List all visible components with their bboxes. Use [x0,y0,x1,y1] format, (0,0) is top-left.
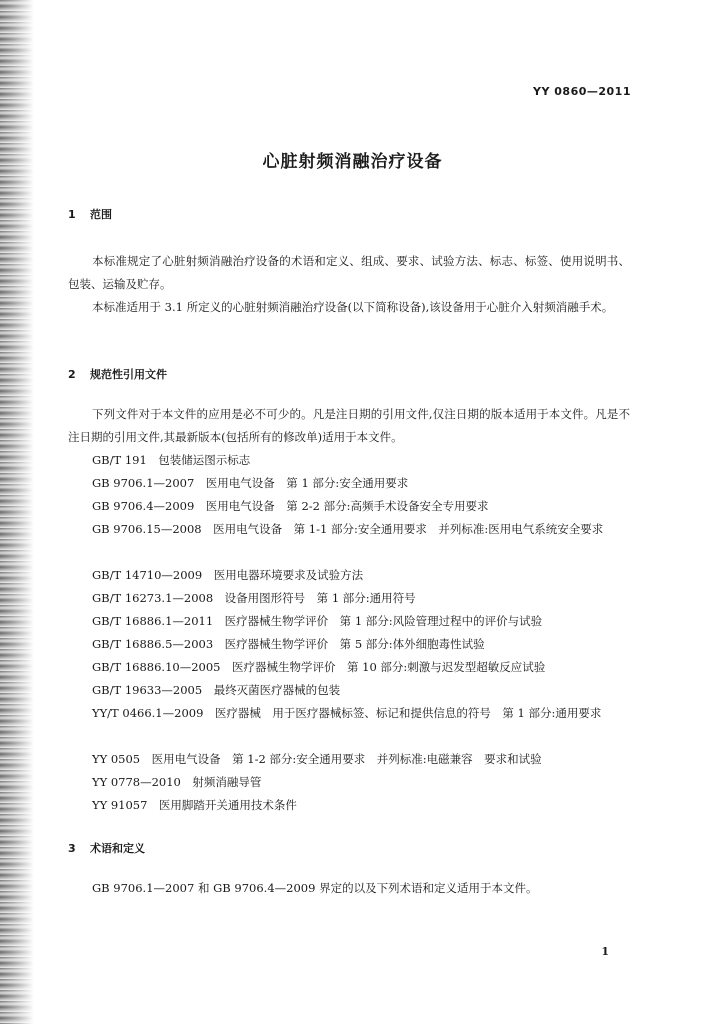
reference-item: GB/T 16273.1—2008 设备用图形符号 第 1 部分:通用符号 [92,591,416,605]
reference-item: GB/T 16886.1—2011 医疗器械生物学评价 第 1 部分:风险管理过程中的评价与试验 [92,614,543,628]
standard-code: YY 0860—2011 [533,85,631,98]
reference-item: GB/T 16886.10—2005 医疗器械生物学评价 第 10 部分:刺激与迟发型超敏反应试验 [92,660,546,674]
references-intro: 下列文件对于本文件的应用是必不可少的。凡是注日期的引用文件,仅注日期的版本适用于本文件。凡是不注日期的引用文件,其最新版本(包括所有的修改单)适用于本文件。 [68,407,630,444]
section-2-heading [68,366,167,382]
reference-item: GB/T 191 包装储运图示标志 [92,453,251,467]
document-title: 心脏射频消融治疗设备 [262,152,443,172]
page-number: 1 [601,945,609,958]
section-title: 范围 [90,208,112,221]
reference-item: GB/T 14710—2009 医用电器环境要求及试验方法 [92,568,364,582]
reference-item: YY 91057 医用脚踏开关通用技术条件 [92,798,297,812]
reference-item: GB 9706.4—2009 医用电气设备 第 2-2 部分:高频手术设备安全专用要求 [92,499,489,513]
scope-paragraph: 本标准适用于 3.1 所定义的心脏射频消融治疗设备(以下简称设备),该设备用于心脏介入射频消融手术。 [92,300,614,314]
section-3-heading [68,840,145,856]
section-number: 1 [68,208,76,221]
reference-item: YY 0778—2010 射频消融导管 [92,775,262,789]
reference-item: YY 0505 医用电气设备 第 1-2 部分:安全通用要求 并列标准:电磁兼容 要求和试验 [92,752,542,766]
section-number: 3 [68,842,76,855]
reference-item: GB/T 16886.5—2003 医疗器械生物学评价 第 5 部分:体外细胞毒性试验 [92,637,485,651]
reference-item: GB 9706.1—2007 医用电气设备 第 1 部分:安全通用要求 [92,476,409,490]
section-title: 术语和定义 [90,842,145,855]
section-number: 2 [68,368,76,381]
reference-item: GB/T 19633—2005 最终灭菌医疗器械的包装 [92,683,341,697]
reference-item: YY/T 0466.1—2009 医疗器械 用于医疗器械标签、标记和提供信息的符号 第 1 部分:通用要求 [92,706,602,720]
section-1-heading [68,206,112,222]
section-title: 规范性引用文件 [90,368,167,381]
scope-paragraph: 本标准规定了心脏射频消融治疗设备的术语和定义、组成、要求、试验方法、标志、标签、使用说明书、包装、运输及贮存。 [68,254,630,291]
terms-paragraph: GB 9706.1—2007 和 GB 9706.4—2009 界定的以及下列术语和定义适用于本文件。 [92,881,538,895]
reference-item: GB 9706.15—2008 医用电气设备 第 1-1 部分:安全通用要求 并列标准:医用电气系统安全要求 [92,522,604,536]
